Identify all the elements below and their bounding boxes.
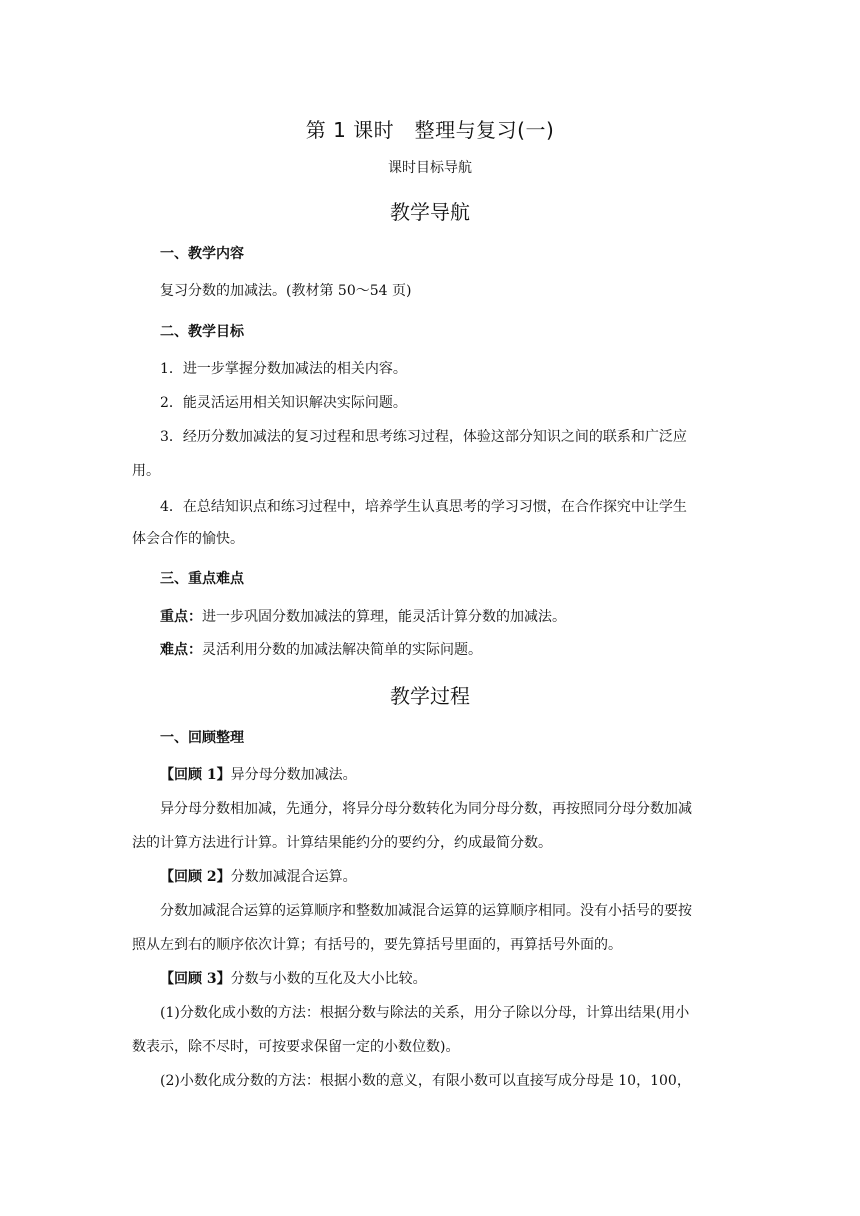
review-3-label: 【回顾 3】 (160, 971, 231, 987)
goal-2: 2．能灵活运用相关知识解决实际问题。 (160, 395, 407, 411)
review-2-title: 分数加减混合运算。 (230, 869, 357, 885)
review-2-heading (160, 860, 732, 894)
review-2-line-2: 照从左到右的顺序依次计算；有括号的，要先算括号里面的，再算括号外面的。 (132, 937, 622, 953)
review-3-heading (160, 962, 732, 996)
review-1-title: 异分母分数加减法。 (230, 767, 357, 783)
section-heading-process: 教学过程 (390, 684, 470, 708)
heading-content: 一、教学内容 (160, 246, 244, 262)
difficulty-point (160, 633, 732, 667)
page-subtitle: 课时目标导航 (388, 160, 472, 176)
goal-1: 1．进一步掌握分数加减法的相关内容。 (160, 361, 407, 377)
heading-goals: 二、教学目标 (160, 324, 244, 340)
key-label: 重点： (160, 609, 202, 625)
review-1-line-1: 异分母分数相加减，先通分，将异分母分数转化为同分母分数，再按照同分母分数加减 (160, 801, 692, 817)
page-title: 第 1 课时 整理与复习(一) (305, 118, 555, 142)
goal-4-line-2: 体会合作的愉快。 (132, 531, 244, 547)
review-2-label: 【回顾 2】 (160, 869, 231, 885)
key-point (160, 600, 732, 634)
heading-key-points: 三、重点难点 (160, 571, 244, 587)
difficulty-text: 灵活利用分数的加减法解决简单的实际问题。 (202, 642, 482, 658)
review-1-label: 【回顾 1】 (160, 767, 231, 783)
review-3-point-1-line-1: (1)分数化成小数的方法：根据分数与除法的关系，用分子除以分母，计算出结果(用小 (160, 1005, 690, 1021)
section-heading-nav: 教学导航 (390, 200, 470, 224)
content-text: 复习分数的加减法。(教材第 50～54 页) (160, 283, 412, 299)
review-1-line-2: 法的计算方法进行计算。计算结果能约分的要约分，约成最简分数。 (132, 835, 552, 851)
review-2-line-1: 分数加减混合运算的运算顺序和整数加减混合运算的运算顺序相同。没有小括号的要按 (160, 903, 692, 919)
review-1-heading (160, 758, 732, 792)
review-3-point-1-line-2: 数表示，除不尽时，可按要求保留一定的小数位数)。 (132, 1039, 460, 1055)
heading-review: 一、回顾整理 (160, 730, 244, 746)
goal-3-line-1: 3．经历分数加减法的复习过程和思考练习过程，体验这部分知识之间的联系和广泛应 (160, 429, 687, 445)
review-3-title: 分数与小数的互化及大小比较。 (230, 971, 427, 987)
key-text: 进一步巩固分数加减法的算理，能灵活计算分数的加减法。 (202, 609, 566, 625)
difficulty-label: 难点： (160, 642, 202, 658)
goal-3-line-2: 用。 (132, 463, 160, 479)
goal-4-line-1: 4．在总结知识点和练习过程中，培养学生认真思考的学习习惯，在合作探究中让学生 (160, 499, 687, 515)
review-3-point-2-line-1: (2)小数化成分数的方法：根据小数的意义，有限小数可以直接写成分母是 10，100， (160, 1073, 691, 1089)
